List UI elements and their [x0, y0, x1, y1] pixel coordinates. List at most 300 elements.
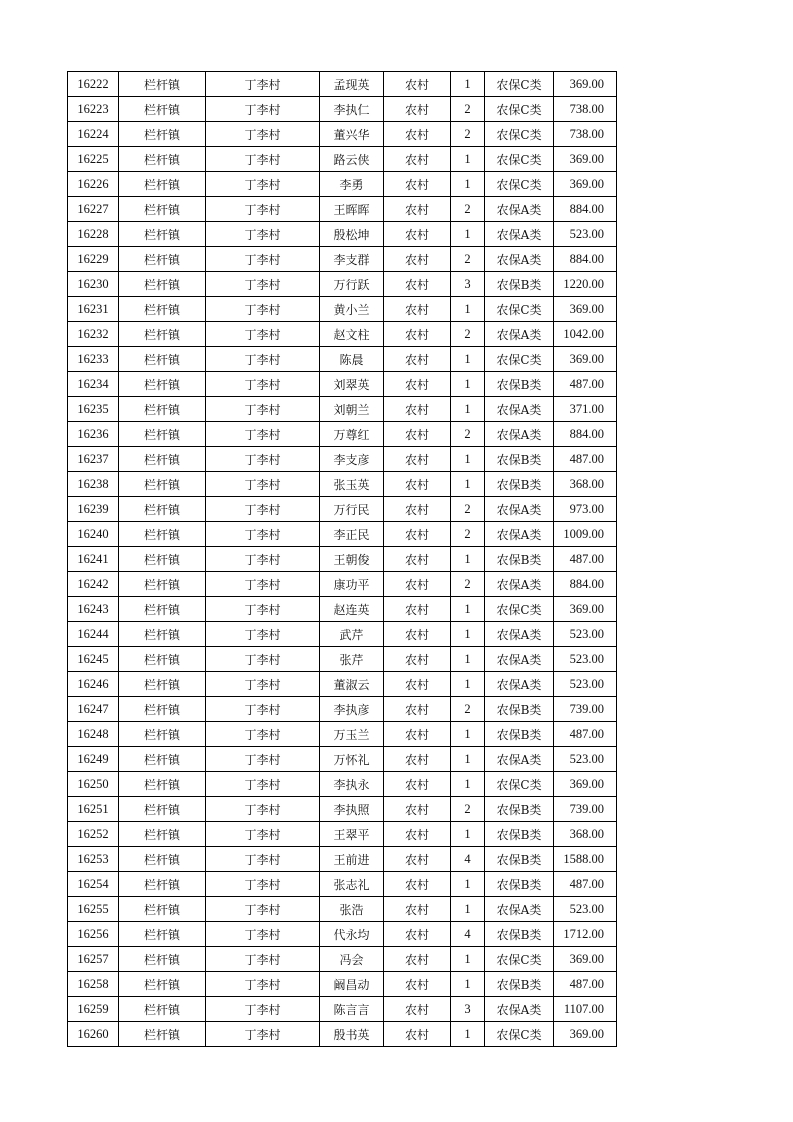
amount-cell: 884.00: [554, 572, 617, 597]
table-row: [68, 972, 617, 997]
person-count-cell: 2: [451, 697, 485, 722]
table-row: [68, 97, 617, 122]
name-cell: 王前进: [320, 847, 384, 872]
amount-cell: 884.00: [554, 247, 617, 272]
town-cell: 栏杆镇: [119, 847, 206, 872]
person-count-cell: 1: [451, 772, 485, 797]
household-type-cell: 农村: [384, 447, 451, 472]
name-cell: 李勇: [320, 172, 384, 197]
amount-cell: 369.00: [554, 347, 617, 372]
town-cell: 栏杆镇: [119, 472, 206, 497]
household-type-cell: 农村: [384, 647, 451, 672]
village-cell: 丁李村: [206, 172, 320, 197]
town-cell: 栏杆镇: [119, 772, 206, 797]
household-type-cell: 农村: [384, 1022, 451, 1047]
record-id: 16223: [68, 97, 119, 122]
record-id: 16257: [68, 947, 119, 972]
amount-cell: 487.00: [554, 547, 617, 572]
village-cell: 丁李村: [206, 122, 320, 147]
amount-cell: 523.00: [554, 622, 617, 647]
household-type-cell: 农村: [384, 172, 451, 197]
town-cell: 栏杆镇: [119, 622, 206, 647]
town-cell: 栏杆镇: [119, 797, 206, 822]
village-cell: 丁李村: [206, 197, 320, 222]
name-cell: 刘朝兰: [320, 397, 384, 422]
amount-cell: 487.00: [554, 372, 617, 397]
amount-cell: 368.00: [554, 822, 617, 847]
name-cell: 王翠平: [320, 822, 384, 847]
village-cell: 丁李村: [206, 622, 320, 647]
category-cell: 农保B类: [485, 472, 554, 497]
table-row: [68, 572, 617, 597]
household-type-cell: 农村: [384, 722, 451, 747]
village-cell: 丁李村: [206, 572, 320, 597]
village-cell: 丁李村: [206, 697, 320, 722]
table-row: [68, 547, 617, 572]
amount-cell: 487.00: [554, 872, 617, 897]
person-count-cell: 1: [451, 872, 485, 897]
name-cell: 路云侠: [320, 147, 384, 172]
name-cell: 殷书英: [320, 1022, 384, 1047]
record-id: 16238: [68, 472, 119, 497]
record-id: 16239: [68, 497, 119, 522]
household-type-cell: 农村: [384, 622, 451, 647]
household-type-cell: 农村: [384, 672, 451, 697]
household-type-cell: 农村: [384, 197, 451, 222]
category-cell: 农保C类: [485, 1022, 554, 1047]
village-cell: 丁李村: [206, 722, 320, 747]
town-cell: 栏杆镇: [119, 497, 206, 522]
person-count-cell: 1: [451, 822, 485, 847]
person-count-cell: 1: [451, 347, 485, 372]
category-cell: 农保B类: [485, 722, 554, 747]
person-count-cell: 1: [451, 647, 485, 672]
category-cell: 农保B类: [485, 697, 554, 722]
household-type-cell: 农村: [384, 922, 451, 947]
village-cell: 丁李村: [206, 272, 320, 297]
table-row: [68, 497, 617, 522]
household-type-cell: 农村: [384, 497, 451, 522]
name-cell: 康功平: [320, 572, 384, 597]
category-cell: 农保C类: [485, 947, 554, 972]
table-row: [68, 622, 617, 647]
village-cell: 丁李村: [206, 772, 320, 797]
table-row: [68, 147, 617, 172]
amount-cell: 369.00: [554, 772, 617, 797]
name-cell: 赵连英: [320, 597, 384, 622]
village-cell: 丁李村: [206, 847, 320, 872]
record-id: 16244: [68, 622, 119, 647]
table-row: [68, 297, 617, 322]
record-id: 16227: [68, 197, 119, 222]
town-cell: 栏杆镇: [119, 322, 206, 347]
person-count-cell: 1: [451, 947, 485, 972]
household-type-cell: 农村: [384, 997, 451, 1022]
village-cell: 丁李村: [206, 597, 320, 622]
record-id: 16256: [68, 922, 119, 947]
name-cell: 李支群: [320, 247, 384, 272]
record-id: 16247: [68, 697, 119, 722]
person-count-cell: 2: [451, 247, 485, 272]
category-cell: 农保A类: [485, 322, 554, 347]
person-count-cell: 1: [451, 622, 485, 647]
name-cell: 黄小兰: [320, 297, 384, 322]
person-count-cell: 1: [451, 1022, 485, 1047]
name-cell: 殷松坤: [320, 222, 384, 247]
record-id: 16252: [68, 822, 119, 847]
category-cell: 农保A类: [485, 622, 554, 647]
amount-cell: 973.00: [554, 497, 617, 522]
table-row: [68, 447, 617, 472]
record-id: 16231: [68, 297, 119, 322]
table-row: [68, 522, 617, 547]
town-cell: 栏杆镇: [119, 922, 206, 947]
table-row: [68, 247, 617, 272]
table-row: [68, 272, 617, 297]
record-id: 16235: [68, 397, 119, 422]
amount-cell: 369.00: [554, 1022, 617, 1047]
category-cell: 农保C类: [485, 597, 554, 622]
category-cell: 农保A类: [485, 897, 554, 922]
name-cell: 张芹: [320, 647, 384, 672]
amount-cell: 487.00: [554, 447, 617, 472]
record-id: 16226: [68, 172, 119, 197]
village-cell: 丁李村: [206, 522, 320, 547]
person-count-cell: 2: [451, 197, 485, 222]
person-count-cell: 2: [451, 572, 485, 597]
town-cell: 栏杆镇: [119, 1022, 206, 1047]
amount-cell: 371.00: [554, 397, 617, 422]
name-cell: 代永均: [320, 922, 384, 947]
person-count-cell: 1: [451, 397, 485, 422]
household-type-cell: 农村: [384, 322, 451, 347]
amount-cell: 369.00: [554, 947, 617, 972]
amount-cell: 738.00: [554, 97, 617, 122]
record-id: 16258: [68, 972, 119, 997]
name-cell: 王晖晖: [320, 197, 384, 222]
town-cell: 栏杆镇: [119, 272, 206, 297]
person-count-cell: 1: [451, 747, 485, 772]
town-cell: 栏杆镇: [119, 872, 206, 897]
record-id: 16242: [68, 572, 119, 597]
household-type-cell: 农村: [384, 347, 451, 372]
amount-cell: 884.00: [554, 422, 617, 447]
village-cell: 丁李村: [206, 672, 320, 697]
name-cell: 万行民: [320, 497, 384, 522]
table-row: [68, 222, 617, 247]
household-type-cell: 农村: [384, 897, 451, 922]
town-cell: 栏杆镇: [119, 597, 206, 622]
name-cell: 孟现英: [320, 72, 384, 97]
record-id: 16250: [68, 772, 119, 797]
amount-cell: 1220.00: [554, 272, 617, 297]
town-cell: 栏杆镇: [119, 397, 206, 422]
household-type-cell: 农村: [384, 772, 451, 797]
record-id: 16255: [68, 897, 119, 922]
household-type-cell: 农村: [384, 97, 451, 122]
table-row: [68, 747, 617, 772]
table-row: [68, 897, 617, 922]
record-id: 16246: [68, 672, 119, 697]
table-row: [68, 322, 617, 347]
amount-cell: 1042.00: [554, 322, 617, 347]
town-cell: 栏杆镇: [119, 897, 206, 922]
record-id: 16260: [68, 1022, 119, 1047]
household-type-cell: 农村: [384, 797, 451, 822]
person-count-cell: 2: [451, 522, 485, 547]
amount-cell: 523.00: [554, 672, 617, 697]
village-cell: 丁李村: [206, 147, 320, 172]
table-row: [68, 597, 617, 622]
town-cell: 栏杆镇: [119, 547, 206, 572]
person-count-cell: 1: [451, 172, 485, 197]
table-row: [68, 872, 617, 897]
name-cell: 刘翠英: [320, 372, 384, 397]
household-type-cell: 农村: [384, 472, 451, 497]
town-cell: 栏杆镇: [119, 822, 206, 847]
person-count-cell: 1: [451, 672, 485, 697]
record-id: 16259: [68, 997, 119, 1022]
village-cell: 丁李村: [206, 297, 320, 322]
village-cell: 丁李村: [206, 72, 320, 97]
category-cell: 农保C类: [485, 297, 554, 322]
town-cell: 栏杆镇: [119, 372, 206, 397]
table-row: [68, 397, 617, 422]
table-row: [68, 647, 617, 672]
table-row: [68, 797, 617, 822]
town-cell: 栏杆镇: [119, 97, 206, 122]
record-id: 16232: [68, 322, 119, 347]
person-count-cell: 3: [451, 272, 485, 297]
category-cell: 农保C类: [485, 347, 554, 372]
village-cell: 丁李村: [206, 397, 320, 422]
amount-cell: 369.00: [554, 72, 617, 97]
name-cell: 董兴华: [320, 122, 384, 147]
person-count-cell: 1: [451, 222, 485, 247]
name-cell: 董淑云: [320, 672, 384, 697]
town-cell: 栏杆镇: [119, 647, 206, 672]
household-type-cell: 农村: [384, 247, 451, 272]
village-cell: 丁李村: [206, 372, 320, 397]
record-id: 16236: [68, 422, 119, 447]
table-row: [68, 922, 617, 947]
amount-cell: 487.00: [554, 972, 617, 997]
town-cell: 栏杆镇: [119, 997, 206, 1022]
name-cell: 赵文柱: [320, 322, 384, 347]
person-count-cell: 2: [451, 322, 485, 347]
table-row: [68, 197, 617, 222]
amount-cell: 523.00: [554, 222, 617, 247]
record-id: 16233: [68, 347, 119, 372]
town-cell: 栏杆镇: [119, 297, 206, 322]
record-id: 16240: [68, 522, 119, 547]
household-type-cell: 农村: [384, 597, 451, 622]
town-cell: 栏杆镇: [119, 122, 206, 147]
table-row: [68, 997, 617, 1022]
amount-cell: 523.00: [554, 647, 617, 672]
amount-cell: 1009.00: [554, 522, 617, 547]
town-cell: 栏杆镇: [119, 172, 206, 197]
household-type-cell: 农村: [384, 222, 451, 247]
household-type-cell: 农村: [384, 947, 451, 972]
amount-cell: 368.00: [554, 472, 617, 497]
village-cell: 丁李村: [206, 447, 320, 472]
town-cell: 栏杆镇: [119, 72, 206, 97]
category-cell: 农保B类: [485, 372, 554, 397]
record-id: 16229: [68, 247, 119, 272]
person-count-cell: 1: [451, 297, 485, 322]
village-cell: 丁李村: [206, 347, 320, 372]
person-count-cell: 1: [451, 147, 485, 172]
village-cell: 丁李村: [206, 797, 320, 822]
town-cell: 栏杆镇: [119, 697, 206, 722]
name-cell: 李执彦: [320, 697, 384, 722]
household-type-cell: 农村: [384, 422, 451, 447]
record-id: 16245: [68, 647, 119, 672]
household-type-cell: 农村: [384, 872, 451, 897]
town-cell: 栏杆镇: [119, 447, 206, 472]
town-cell: 栏杆镇: [119, 947, 206, 972]
household-type-cell: 农村: [384, 372, 451, 397]
name-cell: 万怀礼: [320, 747, 384, 772]
table-row: [68, 847, 617, 872]
category-cell: 农保A类: [485, 422, 554, 447]
name-cell: 万尊红: [320, 422, 384, 447]
household-type-cell: 农村: [384, 147, 451, 172]
table-row: [68, 772, 617, 797]
record-id: 16249: [68, 747, 119, 772]
village-cell: 丁李村: [206, 922, 320, 947]
village-cell: 丁李村: [206, 422, 320, 447]
person-count-cell: 1: [451, 547, 485, 572]
village-cell: 丁李村: [206, 97, 320, 122]
town-cell: 栏杆镇: [119, 222, 206, 247]
category-cell: 农保B类: [485, 272, 554, 297]
person-count-cell: 4: [451, 922, 485, 947]
town-cell: 栏杆镇: [119, 672, 206, 697]
category-cell: 农保C类: [485, 172, 554, 197]
category-cell: 农保A类: [485, 497, 554, 522]
category-cell: 农保A类: [485, 747, 554, 772]
name-cell: 万玉兰: [320, 722, 384, 747]
village-cell: 丁李村: [206, 472, 320, 497]
category-cell: 农保A类: [485, 997, 554, 1022]
town-cell: 栏杆镇: [119, 722, 206, 747]
category-cell: 农保B类: [485, 872, 554, 897]
category-cell: 农保A类: [485, 222, 554, 247]
amount-cell: 1588.00: [554, 847, 617, 872]
household-type-cell: 农村: [384, 122, 451, 147]
village-cell: 丁李村: [206, 972, 320, 997]
record-id: 16243: [68, 597, 119, 622]
amount-cell: 739.00: [554, 797, 617, 822]
category-cell: 农保A类: [485, 397, 554, 422]
village-cell: 丁李村: [206, 747, 320, 772]
category-cell: 农保B类: [485, 797, 554, 822]
table-row: [68, 672, 617, 697]
town-cell: 栏杆镇: [119, 347, 206, 372]
household-type-cell: 农村: [384, 297, 451, 322]
table-row: [68, 697, 617, 722]
record-id: 16230: [68, 272, 119, 297]
village-cell: 丁李村: [206, 897, 320, 922]
town-cell: 栏杆镇: [119, 197, 206, 222]
person-count-cell: 1: [451, 972, 485, 997]
person-count-cell: 2: [451, 122, 485, 147]
category-cell: 农保A类: [485, 197, 554, 222]
amount-cell: 523.00: [554, 897, 617, 922]
household-type-cell: 农村: [384, 547, 451, 572]
table-row: [68, 172, 617, 197]
category-cell: 农保A类: [485, 572, 554, 597]
name-cell: 李执照: [320, 797, 384, 822]
person-count-cell: 2: [451, 497, 485, 522]
person-count-cell: 4: [451, 847, 485, 872]
name-cell: 陈言言: [320, 997, 384, 1022]
record-id: 16228: [68, 222, 119, 247]
category-cell: 农保B类: [485, 547, 554, 572]
table-row: [68, 947, 617, 972]
village-cell: 丁李村: [206, 647, 320, 672]
amount-cell: 738.00: [554, 122, 617, 147]
village-cell: 丁李村: [206, 872, 320, 897]
household-type-cell: 农村: [384, 72, 451, 97]
record-id: 16253: [68, 847, 119, 872]
amount-cell: 369.00: [554, 597, 617, 622]
village-cell: 丁李村: [206, 1022, 320, 1047]
category-cell: 农保C类: [485, 97, 554, 122]
person-count-cell: 1: [451, 897, 485, 922]
town-cell: 栏杆镇: [119, 147, 206, 172]
table-row: [68, 422, 617, 447]
person-count-cell: 3: [451, 997, 485, 1022]
household-type-cell: 农村: [384, 397, 451, 422]
table-row: [68, 122, 617, 147]
town-cell: 栏杆镇: [119, 747, 206, 772]
table-body: [68, 72, 617, 1047]
table-row: [68, 472, 617, 497]
household-type-cell: 农村: [384, 822, 451, 847]
table-row: [68, 347, 617, 372]
category-cell: 农保C类: [485, 122, 554, 147]
village-cell: 丁李村: [206, 222, 320, 247]
village-cell: 丁李村: [206, 822, 320, 847]
person-count-cell: 1: [451, 372, 485, 397]
person-count-cell: 2: [451, 97, 485, 122]
category-cell: 农保A类: [485, 647, 554, 672]
village-cell: 丁李村: [206, 497, 320, 522]
person-count-cell: 1: [451, 597, 485, 622]
person-count-cell: 2: [451, 422, 485, 447]
person-count-cell: 1: [451, 72, 485, 97]
name-cell: 张志礼: [320, 872, 384, 897]
record-id: 16222: [68, 72, 119, 97]
record-id: 16237: [68, 447, 119, 472]
category-cell: 农保A类: [485, 522, 554, 547]
name-cell: 陈晨: [320, 347, 384, 372]
name-cell: 张玉英: [320, 472, 384, 497]
category-cell: 农保C类: [485, 147, 554, 172]
records-table: [67, 71, 617, 1047]
person-count-cell: 1: [451, 447, 485, 472]
category-cell: 农保A类: [485, 247, 554, 272]
household-type-cell: 农村: [384, 522, 451, 547]
amount-cell: 487.00: [554, 722, 617, 747]
name-cell: 冯会: [320, 947, 384, 972]
category-cell: 农保B类: [485, 822, 554, 847]
household-type-cell: 农村: [384, 697, 451, 722]
category-cell: 农保C类: [485, 772, 554, 797]
